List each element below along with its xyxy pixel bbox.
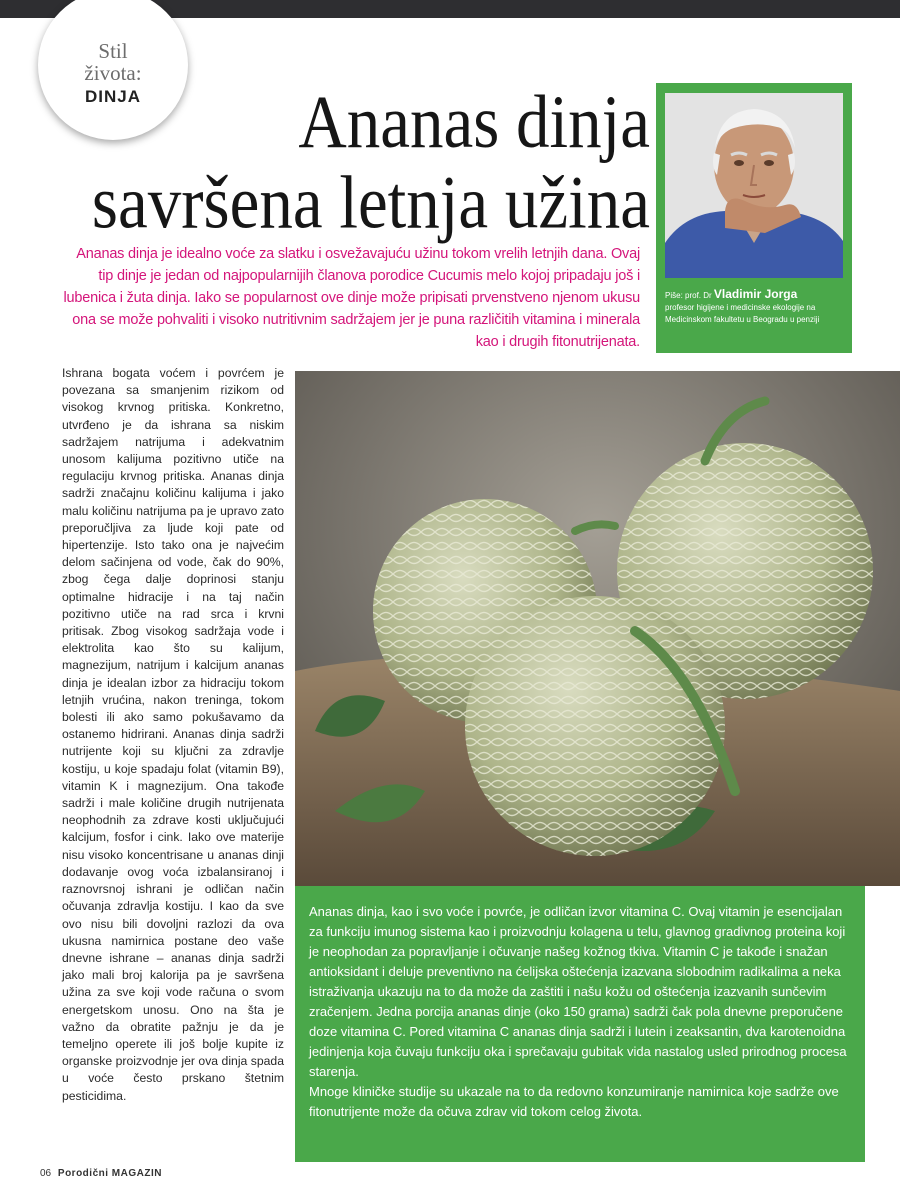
author-info — [665, 288, 845, 326]
author-portrait — [665, 93, 843, 278]
melon-photo-illustration — [295, 371, 900, 886]
author-box — [656, 83, 852, 353]
author-prefix: Piše: prof. Dr — [665, 291, 712, 300]
page-number: 06 — [40, 1168, 52, 1179]
author-name: Vladimir Jorga — [713, 287, 798, 301]
author-portrait-illustration — [665, 93, 843, 278]
info-paragraph-2: Mnoge kliničke studije su ukazale na to da redovno konzumiranje namirnica koje sadrže ove fitonutrijente može da očuva zdrav vid tokom celog života. — [309, 1084, 839, 1119]
headline-line1: Ananas dinja — [298, 80, 650, 164]
article-body: Ishrana bogata voćem i povrćem je povezana sa smanjenim rizikom od visokog krvnog pritiska. Konkretno, utvrđeno je da ishrana sa niskim sadržajem natrijuma i adekvatnim unosom kalijuma pozitivno utiče na regulaciju krvnog pritiska. Ananas dinja sadrži značajnu količinu kalijuma i jako malu količinu natrijuma pa je upravo zato preporučljiva za ljude koji pate od hipertenzije. Isto tako ona je najvećim delom sačinjena od vode, čak do 90%, zbog čega dalje doprinosi stanju optimalne hidracije i na taj način pozitivno utiče na rad srca i krvni pritisak. Zbog visokog sadržaja vode i elektrolita kao što su kalijum, magnezijum, natrijum i kalcijum ananas dinja je idealan izbor za hidraciju tokom letnjih vrućina, nakon treninga, tokom bolesti ili ako samo pokušavamo da ostanemo hidrirani. Ananas dinja sadrži nutrijente koji su ključni za zdravlje kostiju, u koje spadaju folat (vitamin B9), vitamin K i magnezijum. Ona takođe sadrži i male količine drugih nutrijenata neophodnih za zdrave kosti uključujući kalcijum, fosfor i cink. Iako ove materije nisu visoko koncentrisane u ananas dinji dodavanje ovog voća izbalansiranoj i raznovrsnoj ishrani je odličan način očuvanja zdravlja kostiju. I kao da sve ovo nisu bili dovoljni razlozi da ova ukusna namirnica postane deo vaše dnevne ishrane – ananas dinja sadrži jako mali broj kalorija pa je savršena užina za sve koji vode računa o svom energetskom unosu. Ono na šta je važno da obratite pažnju je da je temeljno operete ili još bolje kupite iz organske proizvodnje jer ova dinja spada u voće često prskano štetnim pesticidima. — [62, 366, 284, 1103]
vitamin-info-box — [295, 886, 865, 1162]
section-label-line2: života: — [84, 61, 142, 85]
magazine-name: Porodični MAGAZIN — [57, 1168, 162, 1179]
section-label-line1: Stil — [98, 39, 128, 63]
article-lead: Ananas dinja je idealno voće za slatku i osvežavajuću užinu tokom vrelih letnjih dana. Ovaj tip dinje je jedan od najpopularnijih članova porodice Cucumis melo kojoj pripadaju još i lubenica i žuta dinja. Iako se popularnost ove dinje može pripisati prvenstveno njenom ukusu ona se može pohvaliti i visoko nutritivnim sadržajem jer je puna različitih vitamina i minerala kao i drugih fitonutrijenata. — [63, 246, 640, 350]
info-paragraph-1: Ananas dinja, kao i svo voće i povrće, je odličan izvor vitamina C. Ovaj vitamin je esencijalan za funkciju imunog sistema kao i proizvodnju kolagena u telu, glavnog gradivnog proteina koji je neophodan za popravljanje i očuvanje našeg kožnog tkiva. Vitamin C je takođe i snažan antioksidant i deluje preventivno na ćelijska oštećenja izazvana slobodnim radikalima a neka istraživanja ukazuju na to da može da zaštiti i našu kožu od oštećenja izazvanih sunčevim zračenjem. Jedna porcija ananas dinje (oko 150 grama) sadrži čak pola dnevne preporučene doze vitamina C. Pored vitamina C ananas dinja sadrži i lutein i zeaksantin, dva karotenoidna jedinjenja koja čuvaju funkciju oka i sprečavaju gubitak vida nastalog usled prirodnog procesa starenja. — [309, 904, 847, 1079]
headline-line2: savršena letnja užina — [91, 161, 650, 245]
page-footer — [40, 1168, 162, 1179]
section-topic: DINJA — [84, 87, 141, 106]
melon-photo — [295, 371, 900, 886]
article-headline — [30, 82, 650, 243]
author-title: profesor higijene i medicinske ekologije na Medicinskom fakultetu u Beogradu u penziji — [665, 303, 820, 324]
